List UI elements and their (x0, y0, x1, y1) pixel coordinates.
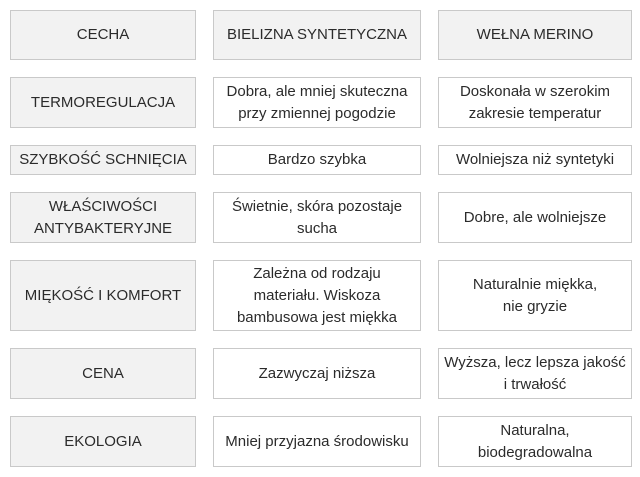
row-feature-antybakteryjne (10, 192, 196, 243)
merino-text: Wyższa, lecz lepsza jakość i trwałość (444, 353, 626, 393)
merino-text: Wolniejsza niż syntetyki (455, 151, 615, 168)
synthetic-text: Mniej przyjazna środowisku (225, 432, 409, 450)
header-cecha (10, 10, 196, 60)
merino-text: Naturalnie miękka, nie gryzie (472, 275, 598, 315)
row-merino-value (438, 416, 632, 467)
row-synthetic-value (213, 260, 421, 331)
merino-text: Dobre, ale wolniejsze (463, 208, 607, 226)
row-synthetic-value (213, 348, 421, 399)
row-merino-value (438, 348, 632, 399)
merino-text: Naturalna, biodegradowalna (477, 421, 593, 461)
row-merino-value (438, 145, 632, 175)
row-synthetic-value (213, 145, 421, 175)
row-merino-value (438, 260, 632, 331)
synthetic-text: Dobra, ale mniej skuteczna przy zmiennej pogodzie (226, 82, 408, 122)
synthetic-text: Zależna od rodzaju materiału. Wiskoza bambusowa jest miękka (236, 264, 398, 326)
feature-label: CENA (82, 364, 124, 382)
row-synthetic-value (213, 77, 421, 128)
feature-label: EKOLOGIA (64, 432, 142, 450)
feature-label: WŁAŚCIWOŚCI ANTYBAKTERYJNE (33, 197, 173, 237)
row-feature-miekkosc (10, 260, 196, 331)
synthetic-text: Świetnie, skóra pozostaje sucha (231, 197, 403, 237)
feature-label: TERMOREGULACJA (30, 93, 176, 111)
row-merino-value (438, 192, 632, 243)
header-synthetic (213, 10, 421, 60)
synthetic-text: Bardzo szybka (267, 151, 367, 168)
row-merino-value (438, 77, 632, 128)
row-feature-cena (10, 348, 196, 399)
row-feature-termoregulacja (10, 77, 196, 128)
header-merino (438, 10, 632, 60)
row-synthetic-value (213, 192, 421, 243)
header-label: CECHA (76, 26, 130, 43)
row-synthetic-value (213, 416, 421, 467)
merino-text: Doskonała w szerokim zakresie temperatur (459, 82, 611, 122)
feature-label: SZYBKOŚĆ SCHNIĘCIA (19, 151, 187, 168)
header-label: WEŁNA MERINO (476, 26, 594, 43)
feature-label: MIĘKOŚĆ I KOMFORT (24, 286, 182, 304)
header-label: BIELIZNA SYNTETYCZNA (226, 26, 408, 43)
row-feature-szybkosc (10, 145, 196, 175)
row-feature-ekologia (10, 416, 196, 467)
synthetic-text: Zazwyczaj niższa (258, 364, 376, 382)
